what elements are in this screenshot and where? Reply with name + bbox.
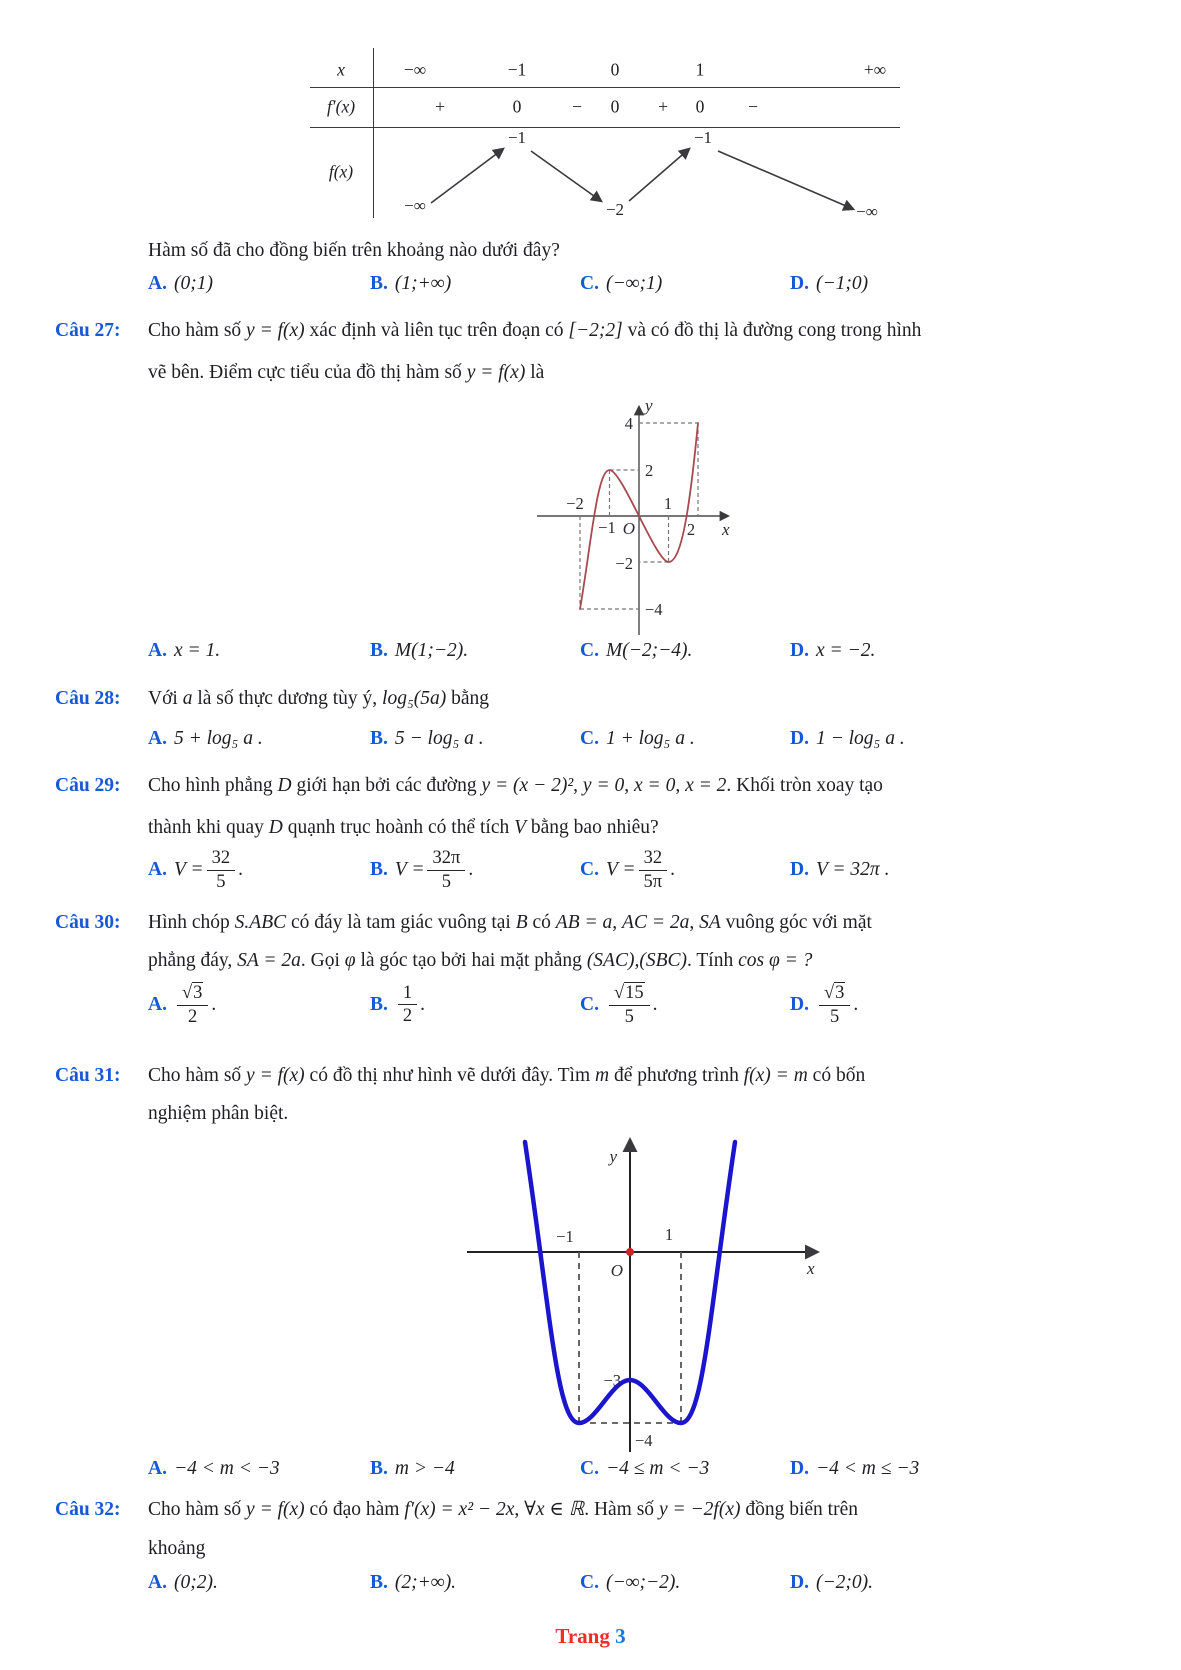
- q31-line2: nghiệm phân biệt.: [148, 1103, 289, 1124]
- option-letter: A.: [148, 1572, 167, 1593]
- q29-options: [148, 848, 1126, 892]
- option-letter: B.: [370, 728, 388, 749]
- q29-label: Câu 29:: [55, 775, 121, 796]
- option-c: C. V = $\frac{32}{5\pi}$ .: [580, 848, 675, 892]
- option-letter: D.: [790, 1572, 809, 1593]
- fprime-zero: 0: [695, 96, 705, 117]
- option-a: A. x = 1.: [148, 640, 221, 661]
- option-letter: A.: [148, 640, 167, 661]
- y-tick-2: 2: [645, 461, 654, 480]
- option-letter: A.: [148, 859, 167, 881]
- q30-options: [148, 982, 1126, 1027]
- option-letter: C.: [580, 1572, 599, 1593]
- x-tick-m1: −1: [598, 518, 616, 537]
- fprime-sign: −: [748, 96, 758, 117]
- y-axis-label: y: [609, 1147, 617, 1166]
- option-a: A. (0;2).: [148, 1572, 218, 1593]
- option-d: D. V = 32π .: [790, 859, 890, 881]
- f-min-value: −2: [605, 200, 625, 218]
- option-letter: C.: [580, 273, 599, 294]
- q32-line2: khoảng: [148, 1538, 206, 1559]
- f-max-value: −1: [693, 128, 713, 147]
- q26-question: Hàm số đã cho đồng biến trên khoảng nào dưới đây?: [148, 240, 560, 261]
- origin-dot: [626, 1248, 634, 1256]
- fprime-sign: +: [435, 96, 445, 117]
- x-value: +∞: [863, 59, 887, 80]
- q32-line1: Câu 32: Cho hàm số y = f(x) có đạo hàm f′(x) = x² − 2x, ∀x ∈ ℝ. Hàm số y = −2f(x) đồng biến trên: [55, 1499, 858, 1520]
- option-b: B. (2;+∞).: [370, 1572, 457, 1593]
- fprime-sign: −: [572, 96, 582, 117]
- option-letter: B.: [370, 1458, 388, 1479]
- q31-line1: Câu 31: Cho hàm số y = f(x) có đồ thị như hình vẽ dưới đây. Tìm m để phương trình f(x) = m có bốn: [55, 1065, 866, 1086]
- fprime-sign: +: [658, 96, 668, 117]
- option-letter: A.: [148, 728, 167, 749]
- q30-label: Câu 30:: [55, 912, 121, 933]
- q28-line1: Câu 28: Với a là số thực dương tùy ý, log₅(5a) bằng: [55, 688, 490, 709]
- option-c: C. $\frac{√15}{5}$ .: [580, 983, 658, 1027]
- f-limit-value: −∞: [404, 196, 426, 215]
- origin-label: O: [622, 519, 635, 538]
- trend-arrow-down: [531, 151, 601, 201]
- option-letter: C.: [580, 993, 599, 1015]
- q28-options: [148, 728, 1126, 750]
- x-tick-1: 1: [663, 494, 673, 513]
- option-b: B. (1;+∞): [370, 273, 452, 294]
- q30-line1: Câu 30: Hình chóp S.ABC có đáy là tam giác vuông tại B có AB = a, AC = 2a, SA vuông góc với mặt: [55, 912, 872, 933]
- option-letter: C.: [580, 640, 599, 661]
- x-tick-2: 2: [686, 520, 696, 539]
- q31-graph: [455, 1130, 835, 1462]
- q29-line2: thành khi quay D quạnh trục hoành có thể tích V bằng bao nhiêu?: [148, 817, 659, 838]
- q29-line1: Câu 29: Cho hình phẳng D giới hạn bởi các đường y = (x − 2)², y = 0, x = 0, x = 2. Khối tròn xoay tạo: [55, 775, 883, 796]
- x-row-label: x: [337, 59, 345, 80]
- option-a: A. $\frac{√3}{2}$ .: [148, 983, 217, 1027]
- option-b: B. V = $\frac{32\pi}{5}$ .: [370, 848, 474, 892]
- y-axis-label: y: [645, 396, 653, 415]
- option-d: D. 1 − log₅ a .: [790, 728, 905, 749]
- q27-options: [148, 640, 1126, 662]
- option-c: C. −4 ≤ m < −3: [580, 1458, 710, 1479]
- option-d: D. −4 < m ≤ −3: [790, 1458, 920, 1479]
- option-letter: B.: [370, 993, 388, 1015]
- q27-line2: vẽ bên. Điểm cực tiểu của đồ thị hàm số y = f(x) là: [148, 362, 545, 383]
- y-tick-4: 4: [624, 414, 633, 433]
- option-letter: B.: [370, 859, 388, 881]
- option-letter: B.: [370, 640, 388, 661]
- x-axis-label: x: [722, 520, 730, 539]
- option-letter: B.: [370, 1572, 388, 1593]
- option-a: A. (0;1): [148, 273, 213, 294]
- x-axis-label: x: [807, 1259, 815, 1278]
- trend-arrow-up: [629, 149, 689, 201]
- fprime-zero: 0: [512, 96, 522, 117]
- y-tick-m2: −2: [615, 554, 633, 573]
- q31-options: [148, 1458, 1126, 1480]
- x-value: −1: [507, 59, 527, 80]
- footer-prefix: Trang: [555, 1624, 610, 1648]
- x-tick-1: 1: [664, 1225, 674, 1244]
- option-letter: D.: [790, 640, 809, 661]
- option-letter: D.: [790, 273, 809, 294]
- y-tick-m4: −4: [645, 600, 663, 619]
- option-letter: C.: [580, 1458, 599, 1479]
- f-max-value: −1: [507, 128, 527, 147]
- option-d: D. $\frac{√3}{5}$ .: [790, 983, 859, 1027]
- option-letter: A.: [148, 993, 167, 1015]
- option-c: C. (−∞;1): [580, 273, 663, 294]
- x-value: 0: [610, 59, 620, 80]
- fprime-row-label: f′(x): [326, 96, 356, 117]
- f-row-label: f(x): [328, 161, 354, 182]
- x-value: −∞: [403, 59, 427, 80]
- q27-graph: [525, 395, 735, 643]
- option-d: D. x = −2.: [790, 640, 876, 661]
- option-letter: A.: [148, 1458, 167, 1479]
- x-tick-m1: −1: [556, 1227, 574, 1246]
- f-limit-value: −∞: [856, 202, 878, 218]
- q32-options: [148, 1572, 1126, 1594]
- option-letter: D.: [790, 859, 809, 881]
- option-b: B. $\frac{1}{2}$ .: [370, 982, 426, 1027]
- trend-arrow-down: [718, 151, 853, 209]
- f-variation-arrows: [373, 127, 900, 218]
- x-value: 1: [695, 59, 705, 80]
- option-letter: C.: [580, 728, 599, 749]
- q30-line2: phẳng đáy, SA = 2a. Gọi φ là góc tạo bởi hai mặt phẳng (SAC),(SBC). Tính cos φ = ?: [148, 950, 813, 971]
- q32-label: Câu 32:: [55, 1499, 121, 1520]
- option-letter: D.: [790, 993, 809, 1015]
- option-a: A. 5 + log₅ a .: [148, 728, 263, 749]
- origin-label: O: [610, 1261, 623, 1280]
- q28-label: Câu 28:: [55, 688, 121, 709]
- footer-page-number: 3: [615, 1624, 626, 1648]
- q27-line1: Câu 27: Cho hàm số y = f(x) xác định và liên tục trên đoạn có [−2;2] và có đồ thị là đường cong trong hình: [55, 320, 922, 341]
- fprime-zero: 0: [610, 96, 620, 117]
- option-c: C. (−∞;−2).: [580, 1572, 681, 1593]
- option-letter: B.: [370, 273, 388, 294]
- option-letter: A.: [148, 273, 167, 294]
- variation-table: [310, 48, 900, 218]
- option-a: A. −4 < m < −3: [148, 1458, 280, 1479]
- q27-label: Câu 27:: [55, 320, 121, 341]
- option-letter: C.: [580, 859, 599, 881]
- option-d: D. (−1;0): [790, 273, 869, 294]
- option-a: A. V = $\frac{32}{5}$ .: [148, 848, 243, 892]
- y-tick-m4: −4: [635, 1431, 653, 1450]
- table-rule: [310, 87, 900, 88]
- q26-options: [148, 273, 1126, 295]
- option-b: B. m > −4: [370, 1458, 455, 1479]
- option-b: B. 5 − log₅ a .: [370, 728, 484, 749]
- option-b: B. M(1;−2).: [370, 640, 469, 661]
- option-d: D. (−2;0).: [790, 1572, 873, 1593]
- y-tick-m3: −3: [603, 1371, 621, 1390]
- page-footer: [0, 1624, 1181, 1649]
- q31-label: Câu 31:: [55, 1065, 121, 1086]
- x-tick-m2: −2: [566, 494, 584, 513]
- option-c: C. M(−2;−4).: [580, 640, 693, 661]
- option-letter: D.: [790, 728, 809, 749]
- option-letter: D.: [790, 1458, 809, 1479]
- option-c: C. 1 + log₅ a .: [580, 728, 695, 749]
- trend-arrow-up: [431, 149, 503, 203]
